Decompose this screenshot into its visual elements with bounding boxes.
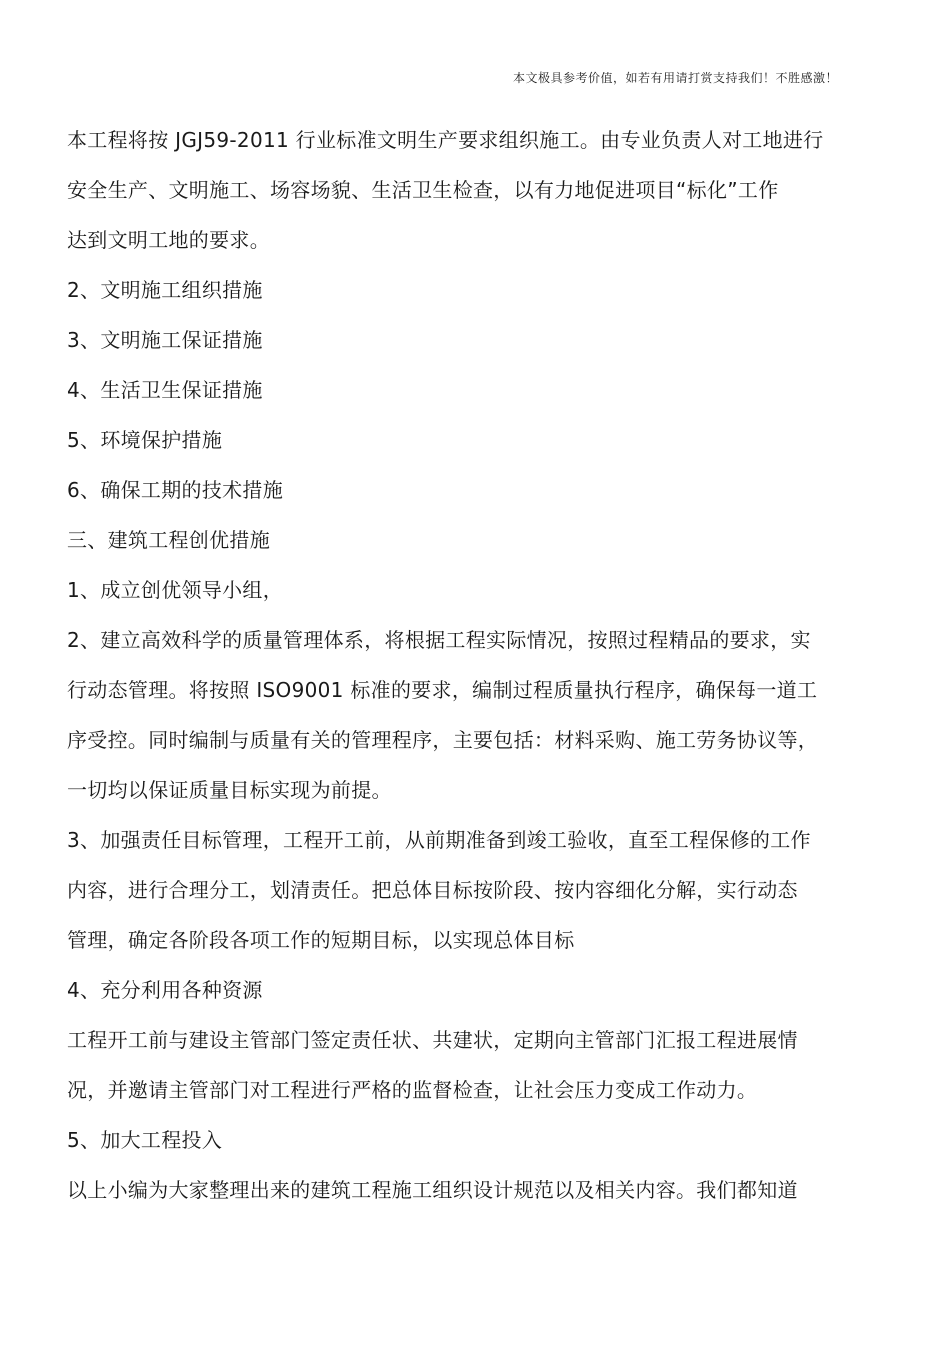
text-line: 6、确保工期的技术措施 xyxy=(67,478,284,502)
text-line: 安全生产、文明施工、场容场貌、生活卫生检查，以有力地促进项目“标化”工作 xyxy=(67,178,779,202)
text-line: 内容，进行合理分工，划清责任。把总体目标按阶段、按内容细化分解，实行动态 xyxy=(67,878,798,902)
document-body xyxy=(67,118,867,1218)
text-line: 本工程将按 JGJ59-2011 行业标准文明生产要求组织施工。由专业负责人对工地进行 xyxy=(67,128,824,152)
text-line: 3、文明施工保证措施 xyxy=(67,328,263,352)
text-line: 序受控。同时编制与质量有关的管理程序，主要包括：材料采购、施工劳务协议等， xyxy=(67,728,819,752)
text-line: 2、建立高效科学的质量管理体系，将根据工程实际情况，按照过程精品的要求，实 xyxy=(67,628,811,652)
text-line: 3、加强责任目标管理，工程开工前，从前期准备到竣工验收，直至工程保修的工作 xyxy=(67,828,811,852)
text-line: 4、生活卫生保证措施 xyxy=(67,378,263,402)
text-line: 工程开工前与建设主管部门签定责任状、共建状，定期向主管部门汇报工程进展情 xyxy=(67,1028,798,1052)
text-line: 达到文明工地的要求。 xyxy=(67,228,270,252)
text-line: 5、环境保护措施 xyxy=(67,428,223,452)
text-line: 行动态管理。将按照 ISO9001 标准的要求，编制过程质量执行程序，确保每一道工 xyxy=(67,678,818,702)
text-line: 4、充分利用各种资源 xyxy=(67,978,263,1002)
text-line: 一切均以保证质量目标实现为前提。 xyxy=(67,778,392,802)
text-line: 三、建筑工程创优措施 xyxy=(67,528,270,552)
text-line: 5、加大工程投入 xyxy=(67,1128,223,1152)
text-line: 管理，确定各阶段各项工作的短期目标，以实现总体目标 xyxy=(67,928,575,952)
header-note: 本文极具参考价值，如若有用请打赏支持我们！不胜感激！ xyxy=(512,71,838,85)
text-line: 以上小编为大家整理出来的建筑工程施工组织设计规范以及相关内容。我们都知道 xyxy=(67,1178,798,1202)
text-line: 1、成立创优领导小组， xyxy=(67,578,284,602)
text-line: 2、文明施工组织措施 xyxy=(67,278,263,302)
text-line: 况，并邀请主管部门对工程进行严格的监督检查，让社会压力变成工作动力。 xyxy=(67,1078,758,1102)
